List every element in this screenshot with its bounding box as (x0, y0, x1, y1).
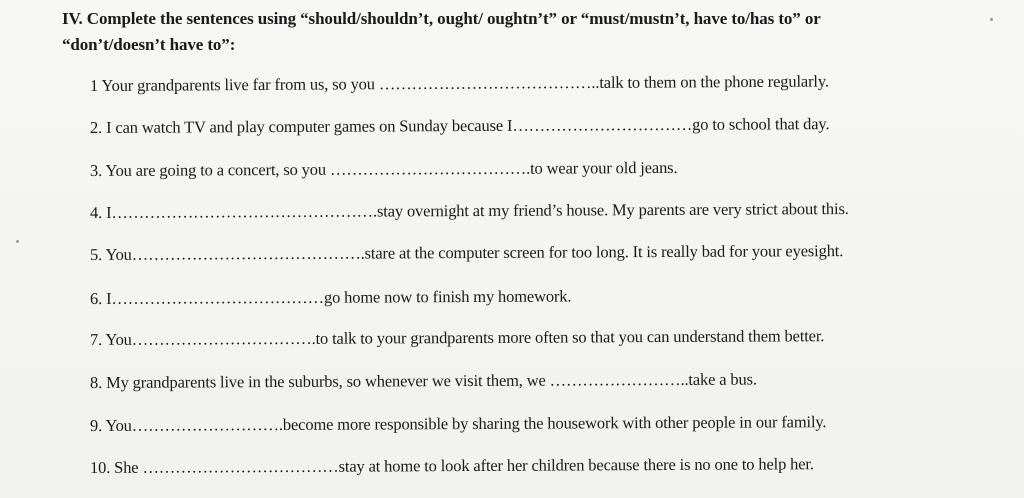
sentence-item-3: 3. You are going to a concert, so you ……………………………….to wear your old jeans. (89, 157, 678, 180)
sentence-item-10: 10. She ………………………………stay at home to look after her children because there is no one to help her. (89, 454, 814, 477)
sentence-item-5: 5. You…………………………………….stare at the computer screen for too long. It is really bad for your eyesight. (89, 241, 844, 264)
sentence-item-2: 2. I can watch TV and play computer games on Sunday because I……………………………go to school that day. (89, 114, 830, 137)
sentence-item-1: 1 Your grandparents live far from us, so you …………………………………..talk to them on the phone regularly. (89, 71, 829, 95)
sentence-item-6: 6. I…………………………………go home now to finish my homework. (89, 286, 572, 308)
exercise-heading-line-2: “don’t/doesn’t have to”: (62, 35, 236, 54)
scan-speck (990, 18, 993, 21)
sentence-item-4: 4. I………………………………………….stay overnight at my friend’s house. My parents are very strict about this. (89, 199, 849, 222)
sentence-item-8: 8. My grandparents live in the suburbs, so whenever we visit them, we ……………………..take a bus. (89, 369, 757, 392)
sentence-item-7: 7. You…………………………….to talk to your grandparents more often so that you can understand them better. (89, 326, 825, 349)
scan-speck (16, 240, 19, 243)
exercise-heading (62, 6, 962, 58)
exercise-heading-line-1: IV. Complete the sentences using “should/shouldn’t, ought/ oughtn’t” or “must/mustn’t, have to/has to” or (62, 9, 821, 28)
sentence-item-9: 9. You……………………….become more responsible by sharing the housework with other people in our family. (89, 412, 827, 435)
